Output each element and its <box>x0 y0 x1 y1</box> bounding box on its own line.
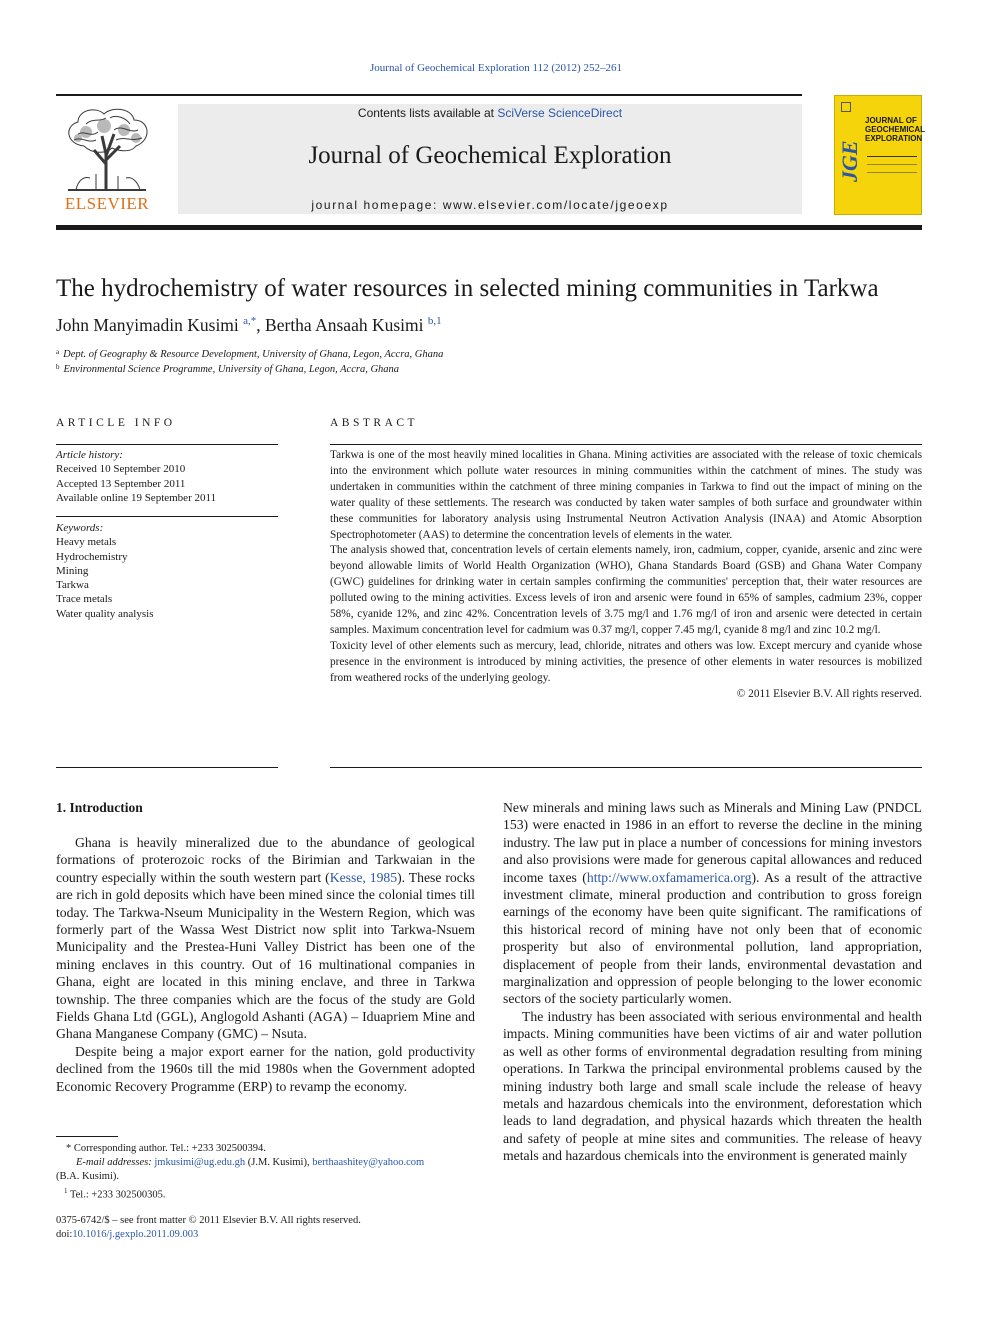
affiliation-a <box>56 348 443 360</box>
journal-header-box <box>178 104 802 214</box>
affiliation-mark: a <box>56 348 60 356</box>
doi-line <box>56 1228 476 1242</box>
cover-title <box>865 116 925 143</box>
top-rule <box>56 94 802 96</box>
doi-link[interactable]: 10.1016/j.gexplo.2011.09.003 <box>72 1229 199 1240</box>
author-affiliation-mark[interactable]: a,* <box>243 315 257 327</box>
intro-paragraph: The industry has been associated with serious environmental and health impacts. Mining communities have been victims of air and water pollution as well as other forms of environmental degradation resulting from mining operations. In Tarkwa the principal environmental problems caused by the mining industry both large and small scale include the release of heavy metals and hazardous chemicals into the environment, deforestation which leads to land degradation, and physical hazards which threaten the health and safety of people at mine sites and communities. The release of heavy metals and hazardous chemicals into the environment is generated mainly <box>503 1008 922 1164</box>
elsevier-tree-icon <box>56 104 158 192</box>
author-name: Bertha Ansaah Kusimi <box>265 315 424 335</box>
section-heading-introduction: 1. Introduction <box>56 800 143 815</box>
issn-doi-block <box>56 1214 476 1242</box>
footnote-1 <box>56 1184 476 1203</box>
history-label: Article history: <box>56 449 123 461</box>
email-note <box>56 1156 476 1170</box>
keyword: Heavy metals <box>56 536 117 549</box>
footnote-mark: 1 <box>64 1187 68 1195</box>
cover-divider <box>867 164 917 165</box>
abstract-paragraph: Toxicity level of other elements such as mercury, lead, chloride, nitrates and others was low. Except mercury and cyanide whose presence in the environment is introduced by mining activities, the presence of other elements in water resources is mobilized from weathered rocks of the underlying geology. <box>330 639 922 684</box>
oxfam-link[interactable]: http://www.oxfamamerica.org <box>586 869 752 885</box>
affiliation-text: Environmental Science Programme, University of Ghana, Legon, Accra, Ghana <box>63 364 400 375</box>
article-info-heading: ARTICLE INFO <box>56 417 176 429</box>
right-column <box>503 799 922 1165</box>
author-affiliation-mark[interactable]: b,1 <box>427 315 442 327</box>
abstract-copyright: © 2011 Elsevier B.V. All rights reserved. <box>736 687 922 700</box>
keyword: Mining <box>56 564 89 577</box>
affiliation-text: Dept. of Geography & Resource Development, University of Ghana, Legon, Accra, Ghana <box>63 349 444 360</box>
affiliation-mark: b <box>56 363 60 371</box>
intro-text: Ghana is heavily mineralized due to the abundance of geological formations of proterozoic rocks of the Birimian and Tarkwaian in the country especially within the south western part ( <box>56 835 475 885</box>
article-info-rule <box>56 444 278 445</box>
keywords-label: Keywords: <box>56 522 104 534</box>
header-rule <box>56 225 922 230</box>
cover-title-line: GEOCHEMICAL <box>865 125 925 134</box>
footnote-rule <box>56 1136 118 1137</box>
email-label: E-mail addresses: <box>76 1157 152 1168</box>
footnotes <box>56 1142 476 1203</box>
received-date: Received 10 September 2010 <box>56 463 186 476</box>
author-separator: , <box>256 315 266 335</box>
cover-title-line: JOURNAL OF <box>865 116 917 125</box>
article-info-bottom-rule <box>56 767 278 768</box>
intro-text: New minerals and mining laws such as Minerals and Mining Law (PNDCL 153) were enacted in 1986 in an effort to reverse the decline in the mining industry. The law put in place a number of concessions for mining investors and also provisions were made for generous capital allowances and reduced income taxes ( <box>503 800 922 885</box>
keywords <box>56 521 278 621</box>
article-title: The hydrochemistry of water resources in selected mining communities in Tarkwa <box>56 275 879 302</box>
abstract-paragraph: Tarkwa is one of the most heavily mined localities in Ghana. Mining activities are associated with the release of toxic chemicals into the environment which pollute water resources in mining communities within the catchment of mines. The study was undertaken in communities within the catchment of three mining companies in Tarkwa to find out the impact of mining on the water quality of these settlements. The research was conducted by taken water samples of both surface and groundwater within these communities for laboratory analysis using Instrumental Neutron Activation Analysis (INAA) and Atomic Absorption Spectrophotometer (AAS) to determine the concentration levels of elements in the water. <box>330 449 922 541</box>
journal-title: Journal of Geochemical Exploration <box>308 142 672 169</box>
corresponding-author-note <box>56 1142 476 1156</box>
contents-prefix: Contents lists available at <box>357 106 494 120</box>
cover-emblem-icon <box>841 102 851 112</box>
citation-link[interactable]: Kesse, 1985 <box>329 869 398 885</box>
cover-abbrev: JGE <box>837 140 862 182</box>
contents-line <box>178 106 802 120</box>
article-history <box>56 448 278 505</box>
keyword: Hydrochemistry <box>56 550 128 563</box>
abstract-rule <box>330 444 922 445</box>
abstract-bottom-rule <box>330 767 922 768</box>
intro-paragraph <box>503 799 922 1008</box>
abstract-body <box>330 448 922 703</box>
abstract-heading: ABSTRACT <box>330 417 419 429</box>
keywords-rule <box>56 516 278 517</box>
elsevier-wordmark: ELSEVIER <box>64 194 150 213</box>
author-list <box>56 315 442 336</box>
cover-divider <box>867 172 917 173</box>
keyword: Trace metals <box>56 593 113 606</box>
online-date: Available online 19 September 2011 <box>56 491 217 504</box>
journal-homepage[interactable]: journal homepage: www.elsevier.com/locate/jgeoexp <box>311 198 669 212</box>
elsevier-logo <box>56 104 158 214</box>
abstract-paragraph: The analysis showed that, concentration levels of certain elements namely, iron, cadmium, copper, cyanide, arsenic and zinc were beyond allowable limits of World Health Organization (WHO), Ghana Standards Board (GSB) and Ghana Water Company (GWC) guidelines for drinking water in certain samples confirming the communities' perception that, their water resources are polluted owing to the mining activities. Excess levels of iron and arsenic were found in 65% of samples, cadmium 23%, copper 58%, cyanide 12%, and zinc 42%. Concentration levels of 3.75 mg/l and 1.76 mg/l of iron and arsenic were detected in certain samples. Maximum concentration level for cadmium was 0.37 mg/l, copper 7.45 mg/l, cyanide 8 mg/l and zinc 10.2 mg/l. <box>330 544 922 636</box>
keyword: Tarkwa <box>56 579 89 592</box>
doi-label: doi: <box>56 1229 73 1240</box>
email-owner: (J.M. Kusimi), <box>245 1157 313 1168</box>
intro-paragraph: Despite being a major export earner for the nation, gold productivity declined from the 1960s till the mid 1980s when the Government adopted Economic Recovery Programme (ERP) to revamp the economy. <box>56 1043 475 1094</box>
author-name: John Manyimadin Kusimi <box>56 315 239 335</box>
sciencedirect-link[interactable]: SciVerse ScienceDirect <box>497 106 623 120</box>
issn-line: 0375-6742/$ – see front matter © 2011 Elsevier B.V. All rights reserved. <box>56 1215 361 1226</box>
left-column <box>56 834 475 1095</box>
footnote-mark: * <box>66 1143 72 1154</box>
email-link[interactable]: berthaashitey@yahoo.com <box>312 1157 425 1168</box>
email-owner: (B.A. Kusimi). <box>56 1171 119 1182</box>
accepted-date: Accepted 13 September 2011 <box>56 477 186 490</box>
intro-text: ). As a result of the attractive investment climate, mineral production and contribution to gross foreign earnings of the economy have been quite significant. The ramifications of this historical record of mining have not only been that of economic prosperity but also of environmental pollution, land appropriation, displacement of people from their lands, environmental devastation and marginalization and oppression of people belonging to the lower economic sectors of the society particularly women. <box>503 869 922 1007</box>
cover-divider <box>867 156 917 157</box>
affiliation-b <box>56 363 399 375</box>
footnote-text: Tel.: +233 302500305. <box>69 1189 166 1201</box>
journal-reference[interactable]: Journal of Geochemical Exploration 112 (2012) 252–261 <box>370 62 622 74</box>
footnote-text: Corresponding author. Tel.: +233 302500394. <box>73 1143 266 1154</box>
journal-cover-thumbnail <box>834 95 925 215</box>
intro-paragraph <box>56 834 475 1043</box>
email-link[interactable]: jmkusimi@ug.edu.gh <box>154 1157 246 1168</box>
intro-text: ). These rocks are rich in gold deposits which have been mined since the colonial times till today. The Tarkwa-Nseum Municipality in the Western Region, which was formerly part of the Wassa West District now split into Tarkwa-Nsuem Municipality and the Prestea-Huni Valley District has been one of the mining enclaves in this country. Out of 16 multinational companies in Ghana, eight are located in this mining enclave, and three in Tarkwa township. The three companies which are the focus of the study are Gold Fields Ghana Ltd (GGL), Anglogold Ashanti (AGA) – Iduapriem Mine and Ghana Manganese Company (GMC) – Nsuta. <box>56 869 475 1042</box>
cover-title-line: EXPLORATION <box>865 134 923 143</box>
keyword: Water quality analysis <box>56 607 154 620</box>
